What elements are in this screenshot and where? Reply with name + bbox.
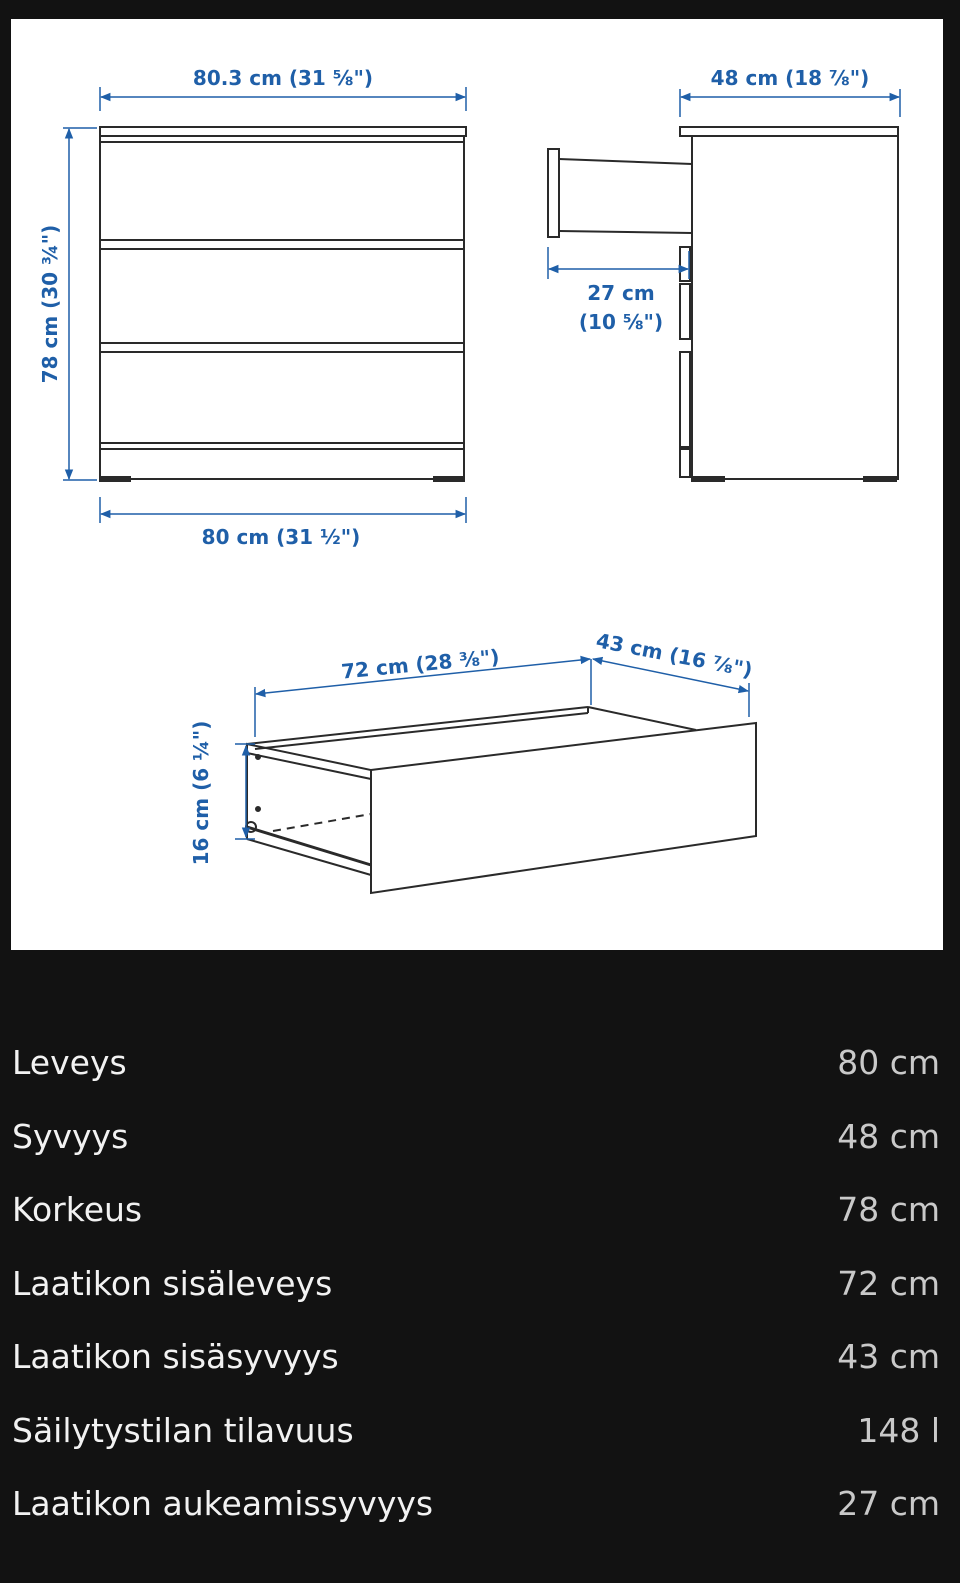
height-label: 78 cm (30 ¾") bbox=[38, 224, 62, 384]
dim-opening-depth bbox=[548, 247, 689, 334]
spec-label: Syvyys bbox=[12, 1116, 129, 1156]
spec-value: 43 cm bbox=[837, 1337, 940, 1377]
dim-drawer-height bbox=[189, 721, 255, 866]
dim-front-width-top bbox=[100, 66, 466, 111]
drawer-depth-label: 43 cm (16 ⅞") bbox=[594, 628, 755, 683]
opening-depth-in-label: (10 ⅝") bbox=[578, 310, 664, 334]
dim-drawer-depth bbox=[593, 628, 754, 717]
depth-label: 48 cm (18 ⅞") bbox=[710, 66, 870, 90]
spec-value: 80 cm bbox=[837, 1043, 940, 1083]
dim-front-width-bottom bbox=[100, 497, 466, 549]
spec-value: 72 cm bbox=[837, 1263, 940, 1303]
spec-row-storage-volume bbox=[0, 1394, 960, 1468]
spec-row-drawer-inner-depth bbox=[0, 1320, 960, 1394]
dim-depth bbox=[680, 66, 900, 117]
front-view-dresser bbox=[100, 127, 466, 481]
spec-list bbox=[0, 1026, 960, 1541]
drawer-isometric bbox=[246, 707, 756, 893]
spec-label: Laatikon sisäsyvyys bbox=[12, 1337, 339, 1377]
drawer-height-label: 16 cm (6 ¼") bbox=[189, 720, 213, 866]
front-width-top-label: 80.3 cm (31 ⅝") bbox=[192, 66, 374, 90]
spec-row-drawer-opening-depth bbox=[0, 1467, 960, 1541]
drawer-width-label: 72 cm (28 ⅜") bbox=[340, 644, 501, 684]
spec-label: Leveys bbox=[12, 1043, 127, 1083]
spec-value: 78 cm bbox=[837, 1190, 940, 1230]
spec-row-leveys bbox=[0, 1026, 960, 1100]
spec-value: 48 cm bbox=[837, 1116, 940, 1156]
spec-label: Laatikon aukeamissyvyys bbox=[12, 1484, 434, 1524]
opening-depth-cm-label: 27 cm bbox=[587, 281, 655, 305]
spec-value: 27 cm bbox=[837, 1484, 940, 1524]
dimension-drawing bbox=[11, 19, 943, 950]
spec-label: Säilytystilan tilavuus bbox=[12, 1410, 354, 1450]
spec-row-drawer-inner-width bbox=[0, 1247, 960, 1321]
spec-label: Korkeus bbox=[12, 1190, 143, 1230]
spec-row-korkeus bbox=[0, 1173, 960, 1247]
dim-height bbox=[38, 128, 97, 480]
spec-label: Laatikon sisäleveys bbox=[12, 1263, 333, 1303]
spec-value: 148 l bbox=[857, 1410, 940, 1450]
spec-row-syvyys bbox=[0, 1100, 960, 1174]
dim-drawer-width bbox=[255, 644, 591, 737]
dimension-diagram bbox=[11, 19, 943, 950]
front-width-bottom-label: 80 cm (31 ½") bbox=[201, 525, 361, 549]
